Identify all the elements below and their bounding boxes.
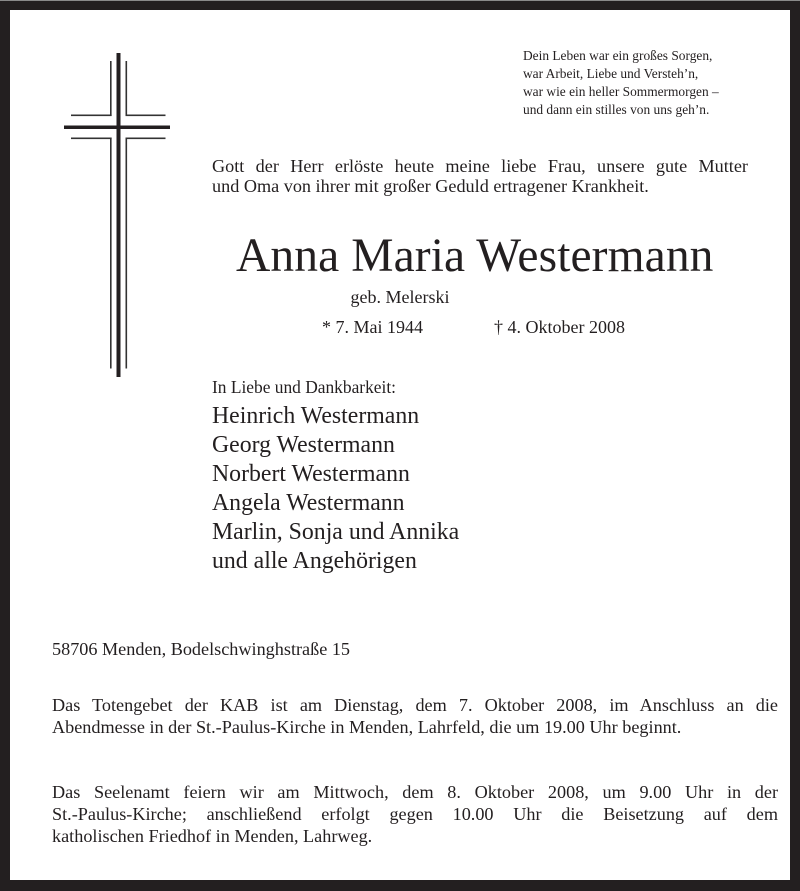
mourners-label: In Liebe und Dankbarkeit: — [212, 377, 396, 397]
intro-line: und Oma von ihrer mit großer Geduld ertragener Krankheit. — [212, 176, 649, 196]
poem — [523, 47, 719, 119]
paragraph-line: Abendmesse in der St.-Paulus-Kirche in Menden, Lahrfeld, die um 19.00 Uhr beginnt. — [52, 717, 682, 737]
mourner-name: Heinrich Westermann — [212, 403, 420, 429]
poem-line: und dann ein stilles von uns geh’n. — [523, 102, 710, 117]
paragraph-line: St.-Paulus-Kirche; anschließend erfolgt gegen 10.00 Uhr die Beisetzung auf dem — [52, 804, 778, 824]
mourner-name: Norbert Westermann — [212, 461, 410, 487]
intro-text — [212, 156, 748, 196]
deceased-name: Anna Maria Westermann — [236, 230, 714, 282]
mourner-name: Angela Westermann — [212, 490, 405, 516]
family-address: 58706 Menden, Bodelschwinghstraße 15 — [52, 639, 351, 659]
birth-date: * 7. Mai 1944 — [322, 317, 423, 337]
mourner-name: Marlin, Sonja und Annika — [212, 519, 460, 545]
mourners-list — [212, 402, 459, 576]
funeral-mass-text — [52, 781, 778, 847]
paragraph-line: katholischen Friedhof in Menden, Lahrweg. — [52, 826, 373, 846]
poem-line: war wie ein heller Sommermorgen – — [523, 84, 719, 99]
paragraph-line: Das Totengebet der KAB ist am Dienstag, dem 7. Oktober 2008, im Anschluss an die — [52, 695, 778, 715]
poem-line: Dein Leben war ein großes Sorgen, — [523, 48, 713, 63]
cross-icon — [0, 0, 200, 400]
mourner-name: und alle Angehörigen — [212, 548, 417, 574]
prayer-service-text — [52, 694, 778, 738]
death-date: † 4. Oktober 2008 — [494, 317, 625, 337]
maiden-name: geb. Melerski — [350, 287, 450, 307]
paragraph-line: Das Seelenamt feiern wir am Mittwoch, dem 8. Oktober 2008, um 9.00 Uhr in der — [52, 782, 778, 802]
mourner-name: Georg Westermann — [212, 432, 395, 458]
intro-line: Gott der Herr erlöste heute meine liebe Frau, unsere gute Mutter — [212, 156, 748, 176]
poem-line: war Arbeit, Liebe und Versteh’n, — [523, 66, 699, 81]
